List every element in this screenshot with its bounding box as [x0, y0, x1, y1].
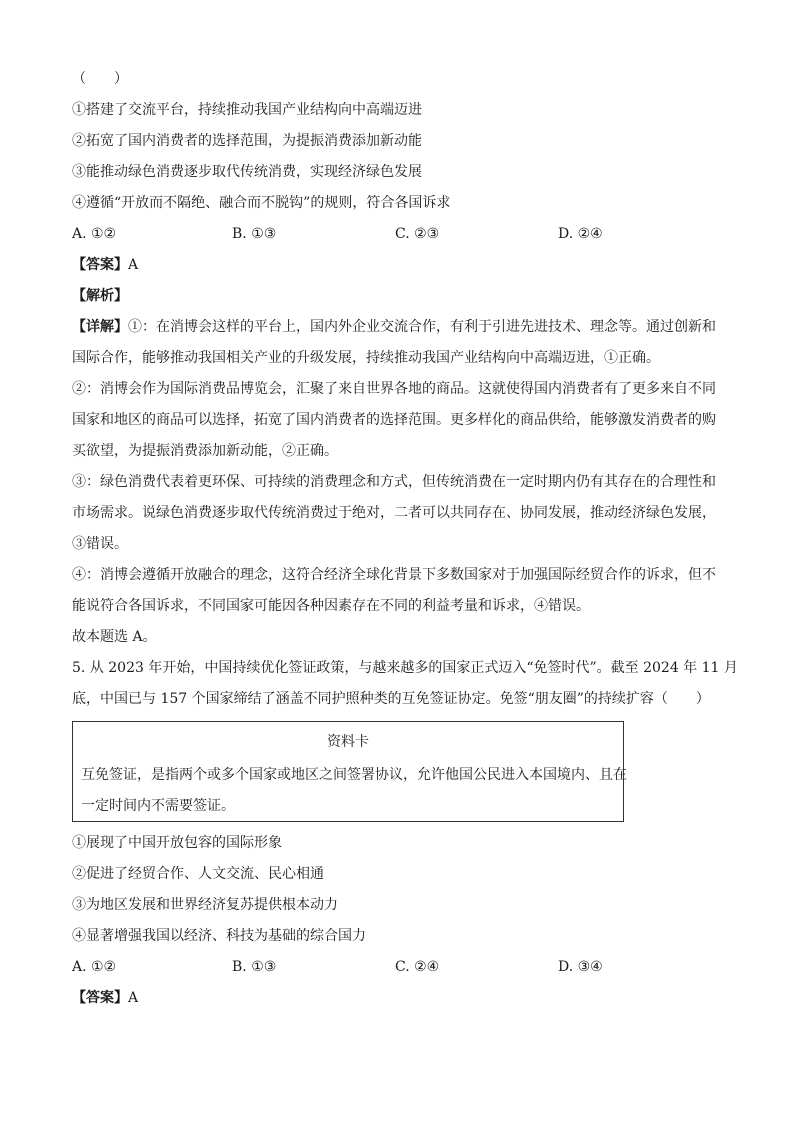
answer-value: A	[128, 990, 139, 1006]
detail-tag: 【详解】	[72, 319, 128, 335]
q5-statement-3: ③为地区发展和世界经济复苏提供根本动力	[72, 897, 338, 913]
answer-bracket: （ ）	[72, 71, 128, 87]
answer-tag: 【答案】	[72, 990, 128, 1006]
q4-option-a: A. ①②	[72, 226, 117, 242]
analysis-line-6: ③：绿色消费代表着更环保、可持续的消费理念和方式，但传统消费在一定时期内仍有其存在的合理性和	[72, 474, 716, 490]
info-card	[72, 721, 627, 822]
q4-statement-4: ④遵循“开放而不隔绝、融合而不脱钩”的规则，符合各国诉求	[72, 195, 451, 211]
analysis-tag: 【解析】	[72, 288, 128, 304]
q4-statement-2: ②拓宽了国内消费者的选择范围，为提振消费添加新动能	[72, 133, 422, 149]
q4-option-d: D. ②④	[558, 226, 603, 242]
analysis-conclusion: 故本题选 A。	[72, 629, 157, 645]
info-card-line-1: 互免签证，是指两个或多个国家或地区之间签署协议，允许他国公民进入本国境内、且在	[81, 767, 627, 783]
document-page	[72, 64, 738, 1014]
q5-statement-1: ①展现了中国开放包容的国际形象	[72, 835, 282, 851]
answer-value: A	[128, 257, 139, 273]
q5-statement-4: ④显著增强我国以经济、科技为基础的综合国力	[72, 928, 366, 944]
q4-statement-3: ③能推动绿色消费逐步取代传统消费，实现经济绿色发展	[72, 164, 422, 180]
info-card-title: 资料卡	[327, 734, 369, 750]
q5-option-b: B. ①③	[232, 959, 277, 975]
analysis-line-9: ④：消博会遵循开放融合的理念，这符合经济全球化背景下多数国家对于加强国际经贸合作的诉求，但不	[72, 567, 716, 583]
q4-option-b: B. ①③	[232, 226, 277, 242]
q5-option-c: C. ②④	[395, 959, 440, 975]
analysis-line-2: 国际合作，能够推动我国相关产业的升级发展，持续推动我国产业结构向中高端迈进，①正确。	[72, 350, 660, 366]
analysis-line-7: 市场需求。说绿色消费逐步取代传统消费过于绝对，二者可以共同存在、协同发展，推动经济绿色发展，	[72, 505, 716, 521]
answer-tag: 【答案】	[72, 257, 128, 273]
q4-option-c: C. ②③	[395, 226, 440, 242]
info-card-body	[81, 760, 627, 822]
analysis-line-4: 国家和地区的商品可以选择，拓宽了国内消费者的选择范围。更多样化的商品供给，能够激发消费者的购	[72, 412, 716, 428]
q5-option-d: D. ③④	[558, 959, 603, 975]
q5-options	[72, 952, 724, 983]
analysis-text: ①：在消博会这样的平台上，国内外企业交流合作，有利于引进先进技术、理念等。通过创新和	[128, 319, 716, 335]
q5-option-a: A. ①②	[72, 959, 117, 975]
q4-answer	[72, 250, 724, 281]
q5-stem-line-1: 5. 从 2023 年开始，中国持续优化签证政策，与越来越多的国家正式迈入“免签时代”。截至 2024 年 11 月	[72, 660, 738, 676]
analysis-line-3: ②：消博会作为国际消费品博览会，汇聚了来自世界各地的商品。这就使得国内消费者有了更多来自不同	[72, 381, 716, 397]
analysis-line-1	[72, 312, 724, 343]
q4-options	[72, 219, 724, 250]
q4-statement-1: ①搭建了交流平台，持续推动我国产业结构向中高端迈进	[72, 102, 422, 118]
info-card-line-2: 一定时间内不需要签证。	[81, 798, 235, 814]
q5-answer	[72, 983, 724, 1014]
analysis-line-5: 买欲望，为提振消费添加新动能，②正确。	[72, 443, 338, 459]
analysis-line-10: 能说符合各国诉求，不同国家可能因各种因素存在不同的利益考量和诉求，④错误。	[72, 598, 590, 614]
q5-statement-2: ②促进了经贸合作、人文交流、民心相通	[72, 866, 324, 882]
analysis-line-8: ③错误。	[72, 536, 128, 552]
q5-stem-line-2: 底，中国已与 157 个国家缔结了涵盖不同护照种类的互免签证协定。免签“朋友圈”的持续扩容（ ）	[72, 691, 710, 707]
